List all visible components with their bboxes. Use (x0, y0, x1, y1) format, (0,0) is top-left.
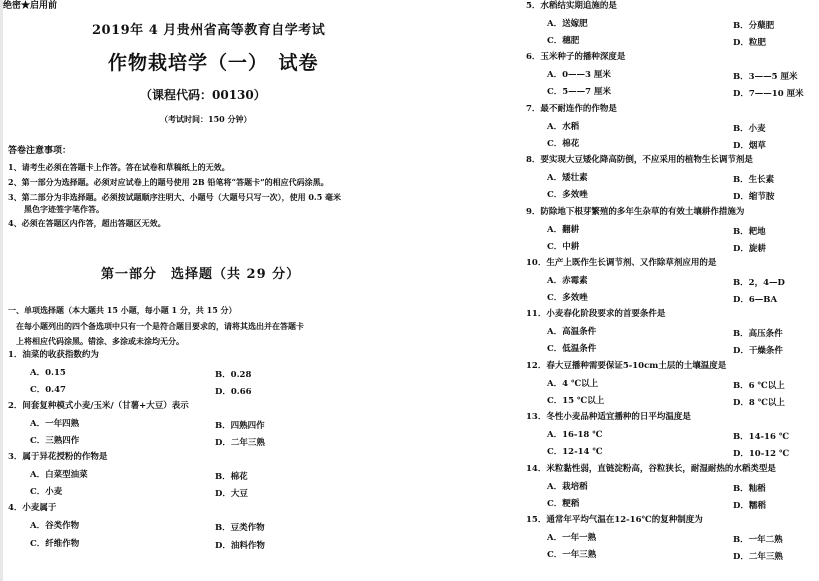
option-d: D．粒肥 (733, 38, 766, 48)
option-b: B．小麦 (733, 123, 766, 134)
note-item: 黑色字迹签字笔作答。 (8, 204, 104, 214)
question-stem: 1．油菜的收获指数约为 (8, 350, 99, 360)
secret-label: 绝密★启用前 (3, 1, 58, 11)
question-stem: 11．小麦春化阶段要求的首要条件是 (526, 309, 666, 320)
subject-title: 作物栽培学（一） 试卷 (108, 52, 319, 74)
option-a: A．送嫁肥 (547, 19, 588, 29)
note-item: 2、第一部分为选择题。必须对应试卷上的题号使用 2B 铅笔将“答题卡”的相应代码涂黑。 (8, 177, 329, 187)
question-stem: 13．冬性小麦品种适宜播种的日平均温度是 (526, 412, 691, 423)
question-stem: 2．间套复种模式小麦/玉米/（甘薯+大豆）表示 (8, 401, 189, 411)
option-d: D．6—BA (733, 295, 778, 305)
option-c: C．中耕 (547, 241, 580, 252)
option-b: B．高压条件 (733, 329, 783, 340)
option-b: B．籼稻 (733, 483, 766, 494)
option-a: A．赤霉素 (547, 276, 588, 286)
note-item: 4、必须在答题区内作答，超出答题区无效。 (8, 218, 166, 228)
option-d: D．干燥条件 (733, 346, 783, 357)
option-d: D．二年三熟 (215, 438, 265, 448)
question-stem: 12．春大豆播种需要保证5-10cm土层的土壤温度是 (526, 360, 727, 371)
option-c: C．多效唑 (547, 293, 588, 303)
option-b: B．3——5 厘米 (733, 72, 798, 83)
option-d: D．烟草 (733, 140, 766, 151)
option-c: C．低温条件 (547, 344, 597, 355)
option-c: C．12-14 ℃ (547, 447, 603, 458)
option-d: D．8 ℃以上 (733, 397, 785, 408)
course-code: （课程代码：00130） (140, 88, 266, 102)
option-a: A．水稻 (547, 121, 580, 132)
option-c: C．0.47 (30, 385, 66, 395)
option-b: B．豆类作物 (215, 523, 265, 533)
note-item: 3、第二部分为非选择题。必须按试题顺序注明大、小题号（大题号只写一次），使用 0.5 毫米 (8, 192, 342, 202)
question-stem: 5．水稻结实期追施的是 (526, 1, 617, 11)
section-heading: 一、单项选择题（本大题共 15 小题，每小题 1 分，共 15 分） (8, 305, 237, 315)
option-b: B．分蘖肥 (733, 21, 775, 31)
question-stem: 3．属于异花授粉的作物是 (8, 452, 108, 462)
note-item: 1、请考生必须在答题卡上作答。答在试卷和草稿纸上的无效。 (8, 162, 230, 172)
scan-edge (0, 0, 3, 581)
option-c: C．5——7 厘米 (547, 87, 612, 98)
option-a: A．0——3 厘米 (547, 70, 611, 81)
option-a: A．一年四熟 (30, 419, 80, 429)
option-d: D．二年三熟 (733, 552, 783, 562)
question-stem: 6．玉米种子的播种深度是 (526, 52, 626, 63)
option-d: D．油料作物 (215, 541, 265, 551)
option-c: C．一年三熟 (547, 550, 597, 560)
option-a: A．栽培稻 (547, 481, 588, 492)
option-b: B．四熟四作 (215, 421, 265, 431)
option-a: A．一年一熟 (547, 533, 597, 543)
option-b: B．棉花 (215, 472, 248, 482)
question-stem: 14．米粒黏性弱，直链淀粉高，谷粒狭长，耐湿耐热的水稻类型是 (526, 463, 776, 474)
option-a: A．谷类作物 (30, 521, 80, 531)
option-a: A．翻耕 (547, 224, 580, 235)
option-b: B．14-16 ℃ (733, 432, 790, 443)
part-one-title: 第一部分 选择题（共 29 分） (101, 267, 301, 282)
option-b: B．2，4—D (733, 278, 785, 288)
question-stem: 8．要实现大豆矮化降高防倒，不应采用的植物生长调节剂是 (526, 155, 753, 166)
option-a: A．白菜型油菜 (30, 470, 88, 480)
section-instruction: 上将相应代码涂黑。错涂、多涂或未涂均无分。 (8, 336, 184, 346)
option-d: D．糯稻 (733, 500, 766, 511)
question-stem: 9．防除地下根芽繁殖的多年生杂草的有效土壤耕作措施为 (526, 206, 745, 217)
option-b: B．一年二熟 (733, 535, 783, 545)
section-instruction: 在每小题列出的四个备选项中只有一个是符合题目要求的，请将其选出并在答题卡 (8, 321, 304, 331)
option-b: B．耙地 (733, 226, 766, 237)
option-d: D．10-12 ℃ (733, 449, 790, 460)
option-d: D．7——10 厘米 (733, 89, 804, 100)
option-b: B．0.28 (215, 370, 252, 380)
option-d: D．大豆 (215, 489, 248, 499)
option-d: D．0.66 (215, 387, 252, 397)
option-b: B．6 ℃以上 (733, 380, 785, 391)
option-c: C．棉花 (547, 138, 580, 149)
option-a: A．矮壮素 (547, 173, 588, 184)
question-stem: 7．最不耐连作的作物是 (526, 103, 617, 114)
option-c: C．粳稻 (547, 498, 580, 509)
option-c: C．15 ℃以上 (547, 395, 605, 406)
option-c: C．三熟四作 (30, 436, 80, 446)
question-stem: 15．通常年平均气温在12-16℃的复种制度为 (526, 515, 703, 525)
option-a: A．高温条件 (547, 327, 597, 338)
option-c: C．多效唑 (547, 190, 588, 201)
exam-title: 2019年 4 月贵州省高等教育自学考试 (92, 23, 326, 38)
question-stem: 10．生产上既作生长调节剂、又作除草剂应用的是 (526, 258, 717, 268)
exam-time: （考试时间：150 分钟） (160, 114, 252, 124)
option-a: A．0.15 (30, 368, 66, 378)
option-b: B．生长素 (733, 175, 775, 186)
question-stem: 4．小麦属于 (8, 503, 57, 513)
notes-heading: 答卷注意事项： (8, 146, 72, 156)
option-a: A．4 ℃以上 (547, 378, 599, 389)
option-c: C．小麦 (30, 487, 63, 497)
option-c: C．纤维作物 (30, 539, 80, 549)
option-c: C．穗肥 (547, 36, 580, 46)
option-a: A．16-18 ℃ (547, 430, 603, 441)
option-d: D．旋耕 (733, 243, 766, 254)
option-d: D．缩节胺 (733, 192, 775, 203)
